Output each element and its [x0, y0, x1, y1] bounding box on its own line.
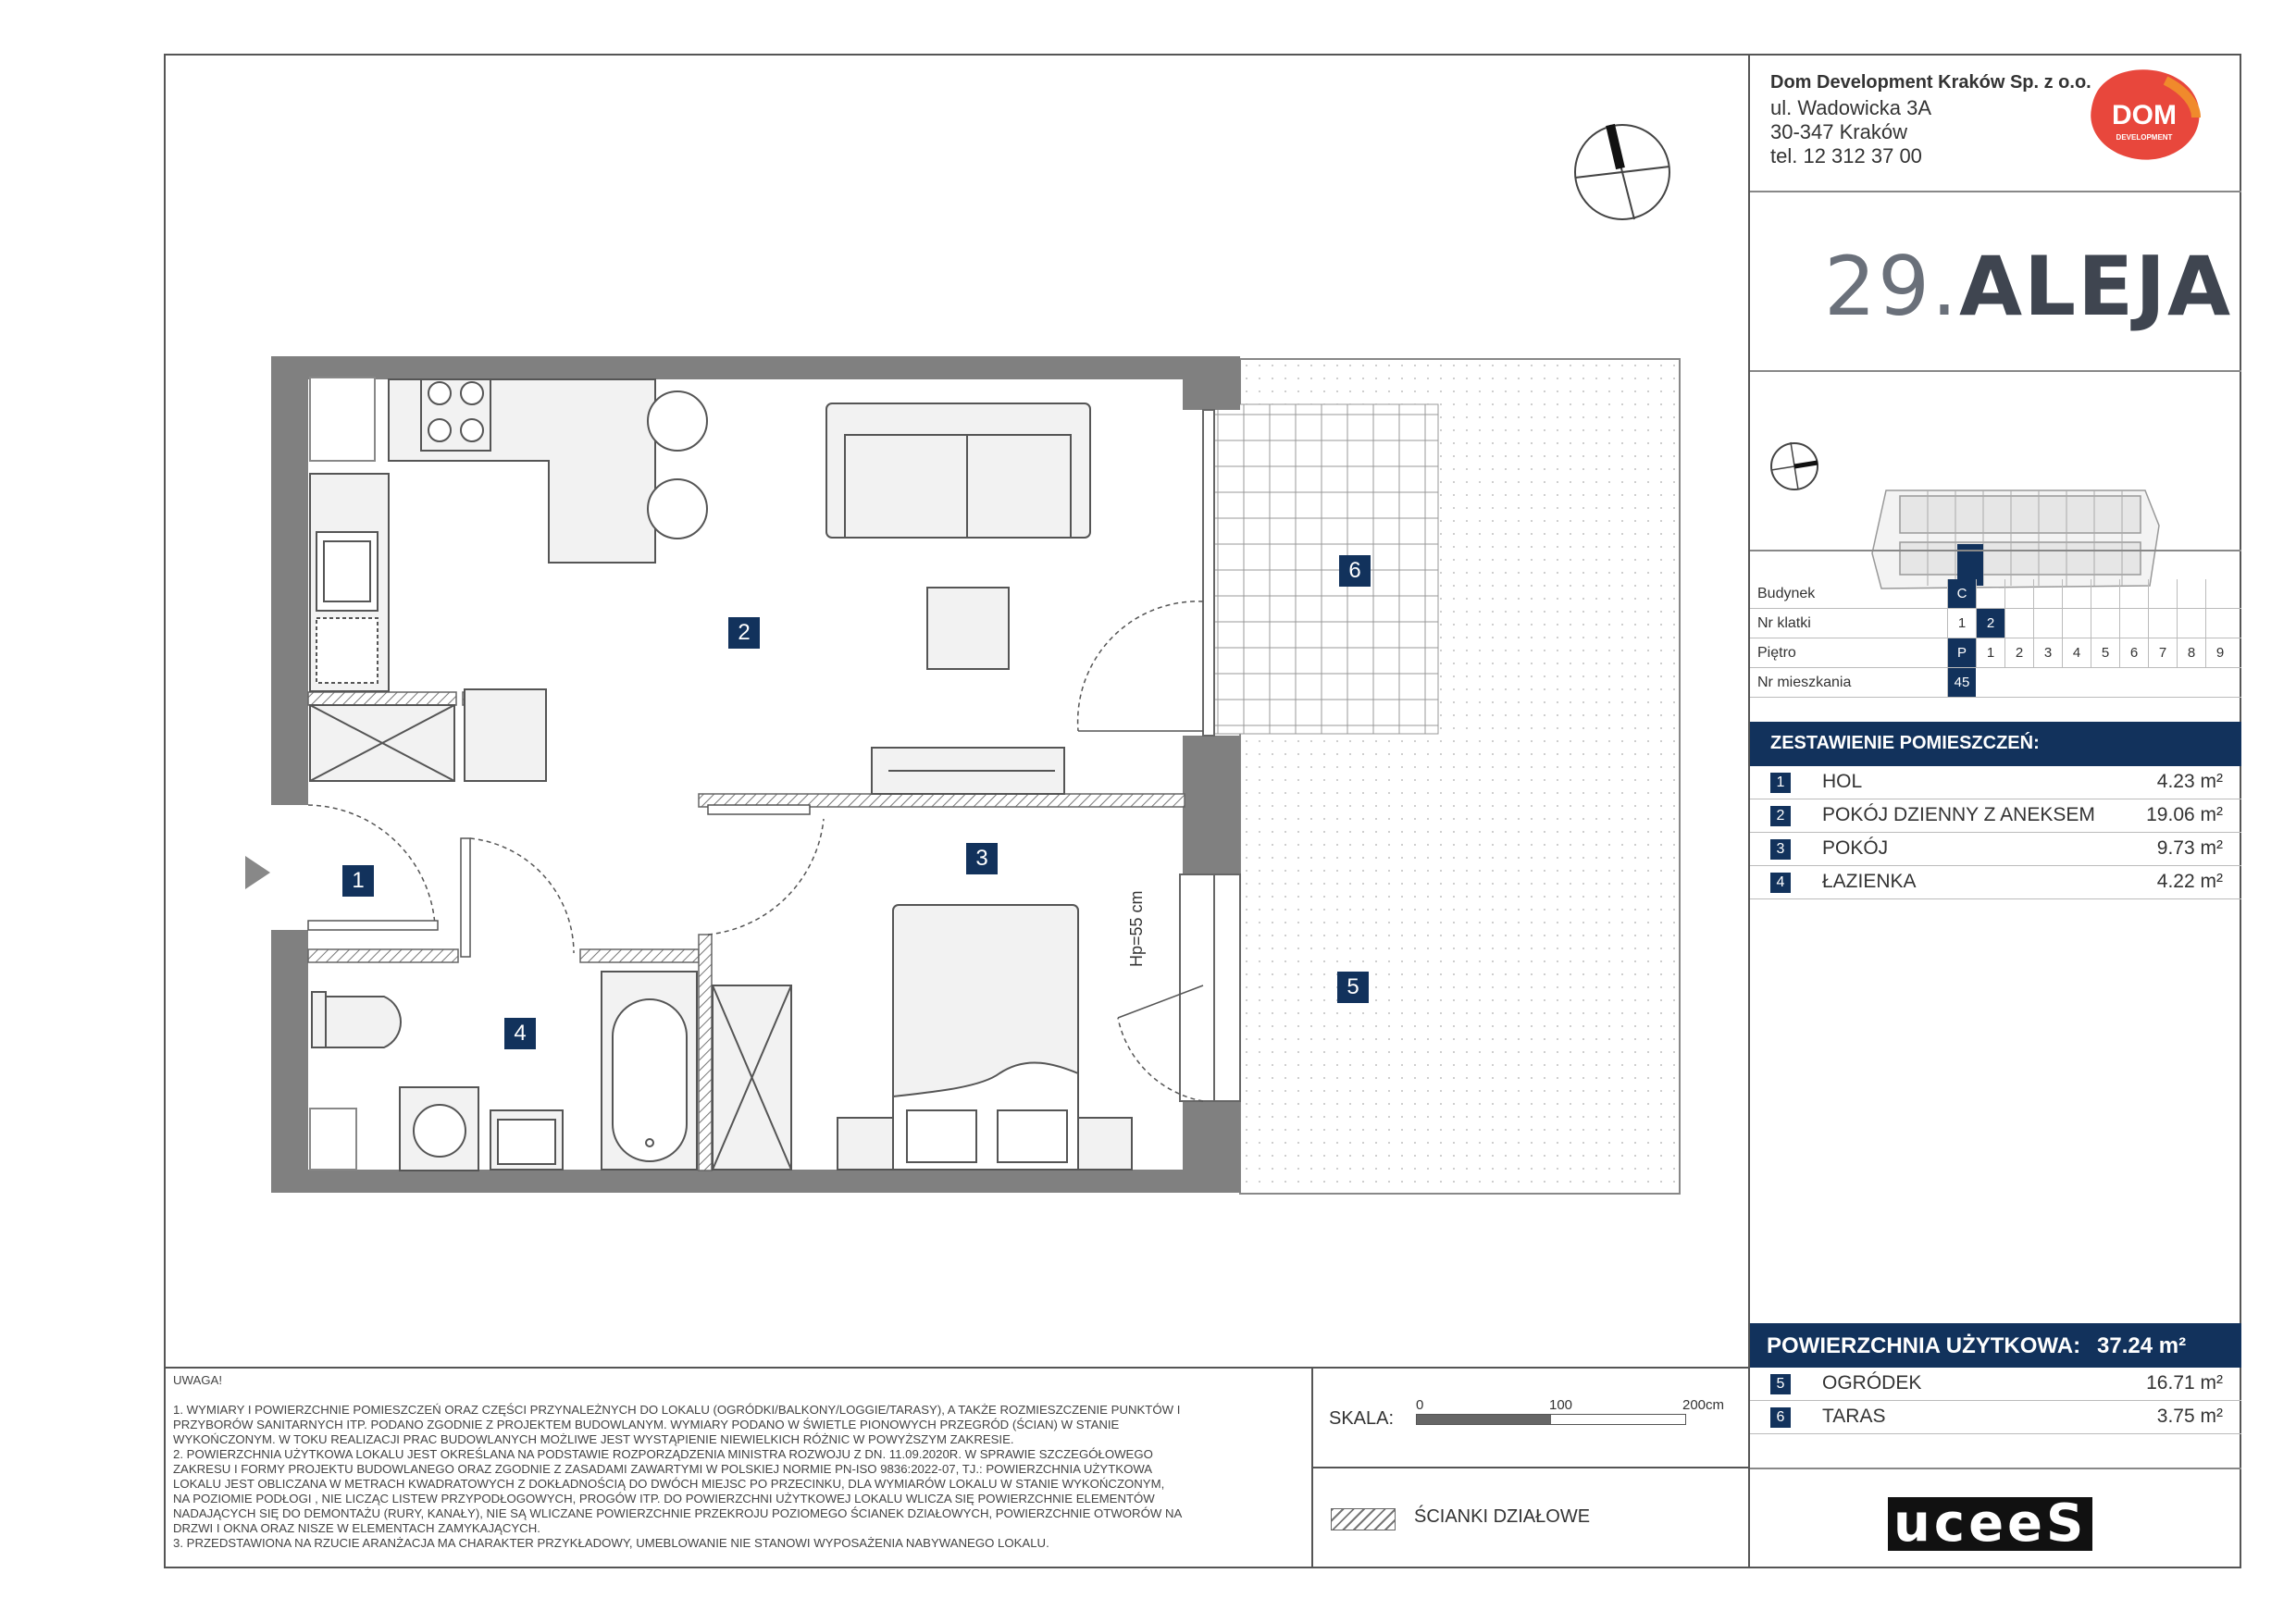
- pietro-3: 3: [2033, 638, 2062, 667]
- klatka-label: Nr klatki: [1757, 615, 1811, 631]
- usable-area-label: POWIERZCHNIA UŻYTKOWA:: [1767, 1333, 2081, 1358]
- pietro-2: 2: [2004, 638, 2033, 667]
- room-tag-3: 3: [966, 843, 998, 874]
- scale-bar: [1416, 1414, 1686, 1425]
- mieszkanie-value: 45: [1947, 668, 1976, 697]
- pietro-label: Piętro: [1757, 645, 1796, 661]
- note-line: PRZYBORÓW SANITARNYCH ITP. PODANO ZGODNIE Z PROJEKTEM BUDOWLANYM. WYMIARY PODANO W ŚWIETLE PIONOWYCH PRZEGRÓD (ŚCIAN) W STANIE: [173, 1418, 1120, 1431]
- scale-tick-200: 200cm: [1682, 1397, 1725, 1413]
- note-line: NA POZIOMIE PODŁOGI , NIE LICZĄC LISTEW PRZYPODŁOGOWYCH, PROGÓW ITP. DO POWIERZCHNI UŻYTKOWEJ LOKALU WLICZA SIĘ POWIERZCHNIE ELEMENTÓW: [173, 1492, 1155, 1505]
- rooms-header-text: ZESTAWIENIE POMIESZCZEŃ:: [1770, 733, 2040, 753]
- pietro-8: 8: [2177, 638, 2205, 667]
- legend-label: ŚCIANKI DZIAŁOWE: [1414, 1506, 1591, 1527]
- bathroom-fixtures: [312, 972, 791, 1171]
- room-row: 1 HOL 4.23 m²: [1750, 766, 2241, 799]
- pietro-5: 5: [2091, 638, 2119, 667]
- company-street: ul. Wadowicka 3A: [1770, 96, 1932, 119]
- room-tag-1: 1: [342, 865, 374, 897]
- rooms-header: [1750, 722, 2241, 766]
- scale-tick-0: 0: [1416, 1397, 1424, 1413]
- company-name: Dom Development Kraków Sp. z o.o.: [1770, 72, 2091, 93]
- mini-compass-icon: [1771, 442, 1818, 489]
- klatka-2-selected: 2: [1976, 609, 2004, 638]
- dom-development-logo: [2087, 67, 2202, 168]
- row-pietro: [1750, 638, 2241, 668]
- project-logo: [1824, 239, 2232, 334]
- room-tag-4: 4: [504, 1018, 536, 1049]
- usable-area-bar: [1750, 1323, 2241, 1368]
- note-line: WYKOŃCZONYM. W TOKU REALIZACJI PRAC BUDOWLANYCH MOŻLIWE JEST WYSTĄPIENIE NIEWIELKICH RÓŻNIC W POWYŻSZYM ZAKRESIE.: [173, 1432, 1014, 1446]
- note-line: 2. POWIERZCHNIA UŻYTKOWA LOKALU JEST OKREŚLANA NA PODSTAWIE ROZPORZĄDZENIA MINISTRA ROZWOJU Z DN. 11.09.2020R. W SPRAWIE SZCZEGÓŁOWEGO: [173, 1447, 1153, 1461]
- budynek-label: Budynek: [1757, 586, 1816, 601]
- note-line: LOKALU JEST OBLICZANA W METRACH KWADRATOWYCH Z DOKŁADNOŚCIĄ DO DWÓCH MIEJSC PO PRZECINKU, DLA WYMIARÓW LOKALU W STANIE WYKOŃCZONYM,: [173, 1477, 1165, 1491]
- company-city: 30-347 Kraków: [1770, 120, 1907, 143]
- ucees-logo: [1888, 1493, 2092, 1554]
- row-budynek: [1750, 579, 2241, 609]
- project-number: 29.: [1824, 239, 1959, 334]
- info-panel: [1748, 54, 2241, 1568]
- scale-tick-100: 100: [1549, 1397, 1573, 1413]
- notes: [173, 1373, 1297, 1551]
- room-tag-2: 2: [728, 617, 760, 649]
- row-mieszkanie: [1750, 668, 2241, 698]
- room-tag-5: 5: [1337, 972, 1369, 1003]
- ucees-logo-text: uceeS: [1888, 1497, 2092, 1551]
- building-key-plan: [1761, 387, 2242, 609]
- floor-plan: [164, 54, 1748, 1368]
- room-tag-6: 6: [1339, 555, 1371, 587]
- klatka-1: 1: [1947, 609, 1976, 638]
- pietro-4: 4: [2062, 638, 2091, 667]
- note-line: NADAJĄCYCH SIĘ DO DEMONTAŻU (RURY, KANAŁY), NIE SĄ WLICZANE POWIERZCHNIE PRZEKROJU POZIOMEGO ŚCIANEK DZIAŁOWYCH, POWIERZCHNIE OTWORÓW NA: [173, 1506, 1183, 1520]
- logo-text-sub: DEVELOPMENT: [2116, 133, 2173, 142]
- parapet-height-note: Hp=55 cm: [1127, 890, 1146, 967]
- room-row: 4 ŁAZIENKA 4.22 m²: [1750, 866, 2241, 899]
- pietro-6: 6: [2119, 638, 2148, 667]
- hatch-legend-icon: [1331, 1508, 1396, 1530]
- extra-area-row: 5 OGRÓDEK 16.71 m²: [1750, 1368, 2241, 1401]
- note-line: 1. WYMIARY I POWIERZCHNIE POMIESZCZEŃ ORAZ CZĘŚCI PRZYNALEŻNYCH DO LOKALU (OGRÓDKI/BALKONY/LOGGIE/TARASY), A TAKŻE ROZMIESZCZENIE PUNKTÓW I: [173, 1403, 1181, 1417]
- usable-area-value: 37.24 m²: [2097, 1333, 2187, 1358]
- living-furniture: [826, 403, 1090, 794]
- note-line: DRZWI I OKNA ORAZ NISZE W ELEMENTACH ZAMYKAJĄCYCH.: [173, 1521, 540, 1535]
- row-klatka: [1750, 609, 2241, 638]
- pietro-9: 9: [2205, 638, 2234, 667]
- company-phone: tel. 12 312 37 00: [1770, 144, 1922, 167]
- extra-area-row: 6 TARAS 3.75 m²: [1750, 1401, 2241, 1434]
- pietro-7: 7: [2148, 638, 2177, 667]
- pietro-P-selected: P: [1947, 638, 1976, 667]
- notes-title: UWAGA!: [173, 1373, 222, 1387]
- room-row: 3 POKÓJ 9.73 m²: [1750, 833, 2241, 866]
- mieszkanie-label: Nr mieszkania: [1757, 675, 1852, 690]
- note-line: ZAKRESU I FORMY PROJEKTU BUDOWLANEGO ORAZ ZGODNIE Z ZASADAMI ZAWARTYMI W POLSKIEJ NORMIE PN-ISO 9836:2022-07, TJ.: POWIERZCHNIA UŻYTKOWA: [173, 1462, 1153, 1476]
- pietro-1: 1: [1976, 638, 2004, 667]
- budynek-value: C: [1947, 579, 1976, 608]
- north-arrow-icon: [1575, 125, 1669, 219]
- room-row: 2 POKÓJ DZIENNY Z ANEKSEM 19.06 m²: [1750, 799, 2241, 833]
- scale-label: SKALA:: [1329, 1408, 1395, 1429]
- note-line: 3. PRZEDSTAWIONA NA RZUCIE ARANŻACJA MA CHARAKTER PRZYKŁADOWY, UMEBLOWANIE NIE STANOWI WYPOSAŻENIA NABYWANEGO LOKALU.: [173, 1536, 1049, 1550]
- project-name: ALEJA: [1958, 239, 2233, 334]
- logo-text-main: DOM: [2112, 100, 2177, 130]
- bedroom-furniture: [838, 905, 1132, 1170]
- entrance-arrow-icon: [245, 856, 270, 889]
- terrace-area: [1212, 404, 1438, 734]
